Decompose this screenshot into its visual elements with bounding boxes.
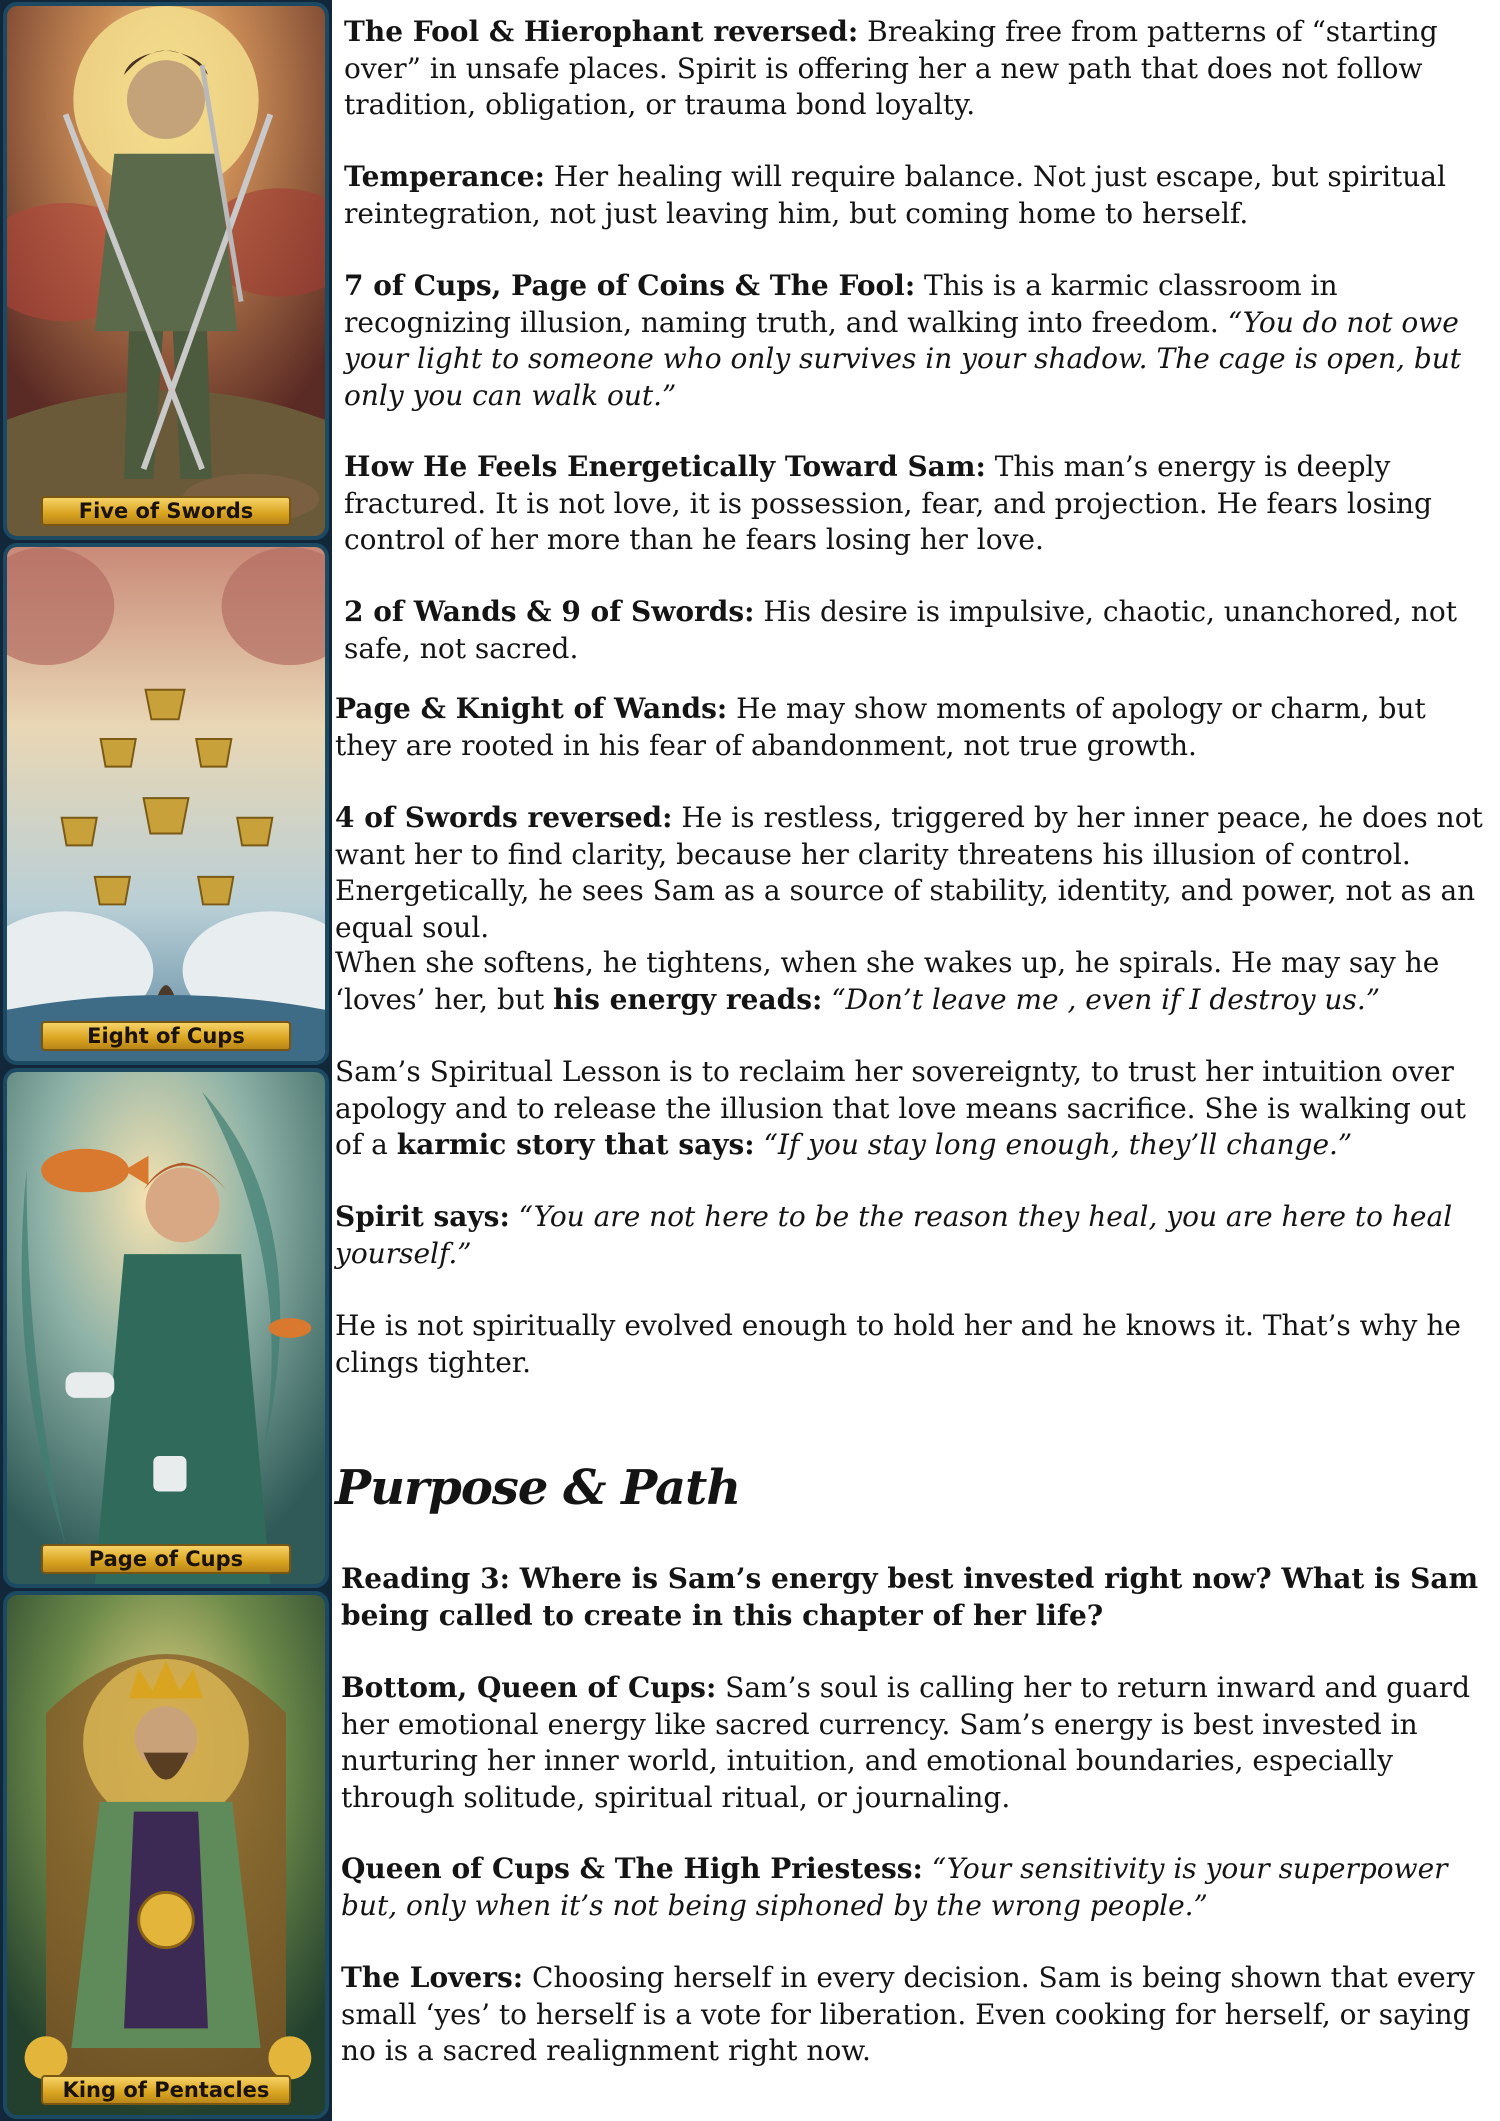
paragraph-body: He is not spiritually evolved enough to hold her and he knows it. That’s why he clings tighter. — [335, 1309, 1461, 1379]
paragraph-temperance — [344, 159, 1494, 232]
tarot-card-column — [0, 0, 332, 2121]
paragraph-lead: Spirit says: — [335, 1200, 510, 1233]
paragraph-quote: “You are not here to be the reason they heal, you are here to heal yourself.” — [335, 1200, 1453, 1270]
eight-of-cups-illustration — [7, 547, 325, 1061]
paragraph-lead: 4 of Swords reversed: — [335, 801, 673, 834]
paragraph-body: Choosing herself in every decision. Sam is being shown that every small ‘yes’ to herself is a vote for liberation. Even cooking for herself, or saying no is a sacred realignment right now. — [341, 1961, 1475, 2067]
paragraph-body: Sam’s Spiritual Lesson is to reclaim her sovereignty, to trust her intuition over apology and to release the illusion that love means sacrifice. She is walking out of a — [335, 1055, 1466, 1161]
paragraph-body: When she softens, he tightens, when she wakes up, he spirals. He may say he ‘loves’ her, but — [335, 946, 1440, 1016]
paragraph-spiritual-lesson — [335, 1054, 1495, 1164]
paragraph-quote: “Your sensitivity is your superpower but, only when it’s not being siphoned by the wrong people.” — [341, 1852, 1448, 1922]
paragraph-quote: “If you stay long enough, they’ll change.” — [754, 1128, 1353, 1161]
card-name-label: Eight of Cups — [41, 1021, 291, 1051]
page-of-cups-illustration — [7, 1072, 325, 1584]
paragraph-body: He is restless, triggered by her inner peace, he does not want her to find clarity, because her clarity threatens his illusion of control. Energetically, he sees Sam as a source of stability, identity, and power, not as an equal soul. — [335, 801, 1483, 944]
paragraph-queen-of-cups — [341, 1670, 1491, 1816]
paragraph-how-he-feels — [344, 449, 1494, 559]
paragraph-four-of-swords — [335, 800, 1495, 946]
paragraph-seven-of-cups — [344, 268, 1494, 414]
paragraph-energy-reads — [335, 945, 1495, 1018]
paragraph-fool-hierophant — [344, 14, 1494, 124]
tarot-card-page-of-cups — [3, 1068, 329, 1588]
paragraph-lead: karmic story that says: — [396, 1128, 755, 1161]
paragraph-lead: Bottom, Queen of Cups: — [341, 1671, 717, 1704]
section-heading: Purpose & Path — [335, 1460, 741, 1516]
paragraph-lead: How He Feels Energetically Toward Sam: — [344, 450, 986, 483]
paragraph-not-evolved — [335, 1308, 1495, 1381]
paragraph-lead: Reading 3: Where is Sam’s energy best invested right now? What is Sam being called to create in this chapter of her life? — [341, 1562, 1479, 1632]
paragraph-high-priestess — [341, 1851, 1491, 1924]
paragraph-lead: The Lovers: — [341, 1961, 524, 1994]
card-name-label: Five of Swords — [41, 496, 291, 526]
paragraph-body: He may show moments of apology or charm, but they are rooted in his fear of abandonment, not true growth. — [335, 692, 1426, 762]
paragraph-body: This man’s energy is deeply fractured. It is not love, it is possession, fear, and projection. He fears losing control of her more than he fears losing her love. — [344, 450, 1432, 556]
paragraph-page-knight-wands — [335, 691, 1495, 764]
king-of-pentacles-illustration — [7, 1595, 325, 2115]
paragraph-body: Sam’s soul is calling her to return inward and guard her emotional energy like sacred currency. Sam’s energy is best invested in nurturing her inner world, intuition, and emotional boundaries, especially through solitude, spiritual ritual, or journaling. — [341, 1671, 1471, 1814]
paragraph-body: Her healing will require balance. Not just escape, but spiritual reintegration, not just leaving him, but coming home to herself. — [344, 160, 1446, 230]
tarot-card-eight-of-cups — [3, 543, 329, 1065]
paragraph-lead: Temperance: — [344, 160, 545, 193]
paragraph-lead: his energy reads: — [553, 982, 823, 1016]
paragraph-the-lovers — [341, 1960, 1491, 2070]
paragraph-spirit-says — [335, 1199, 1495, 1272]
paragraph-lead: Queen of Cups & The High Priestess: — [341, 1852, 923, 1885]
paragraph-lead: The Fool & Hierophant reversed: — [344, 15, 859, 48]
paragraph-quote: “You do not owe your light to someone who only survives in your shadow. The cage is open, but only you can walk out.” — [344, 305, 1462, 412]
paragraph-body: This is a karmic classroom in recognizing illusion, naming truth, and walking into freedom. — [344, 269, 1338, 339]
paragraph-reading-3 — [341, 1561, 1491, 1634]
card-name-label: King of Pentacles — [41, 2075, 291, 2105]
paragraph-wands-swords — [344, 594, 1494, 667]
paragraph-lead: 2 of Wands & 9 of Swords: — [344, 595, 755, 628]
paragraph-body: Breaking free from patterns of “starting over” in unsafe places. Spirit is offering her a new path that does not follow tradition, obligation, or trauma bond loyalty. — [344, 15, 1438, 121]
card-name-label: Page of Cups — [41, 1544, 291, 1574]
paragraph-quote: “Don’t leave me , even if I destroy us.” — [822, 982, 1381, 1016]
five-of-swords-illustration — [7, 6, 325, 536]
tarot-card-five-of-swords — [3, 2, 329, 540]
paragraph-lead: 7 of Cups, Page of Coins & The Fool: — [344, 269, 916, 302]
tarot-card-king-of-pentacles — [3, 1591, 329, 2119]
paragraph-body: His desire is impulsive, chaotic, unanchored, not safe, not sacred. — [344, 595, 1457, 665]
paragraph-lead: Page & Knight of Wands: — [335, 692, 728, 725]
